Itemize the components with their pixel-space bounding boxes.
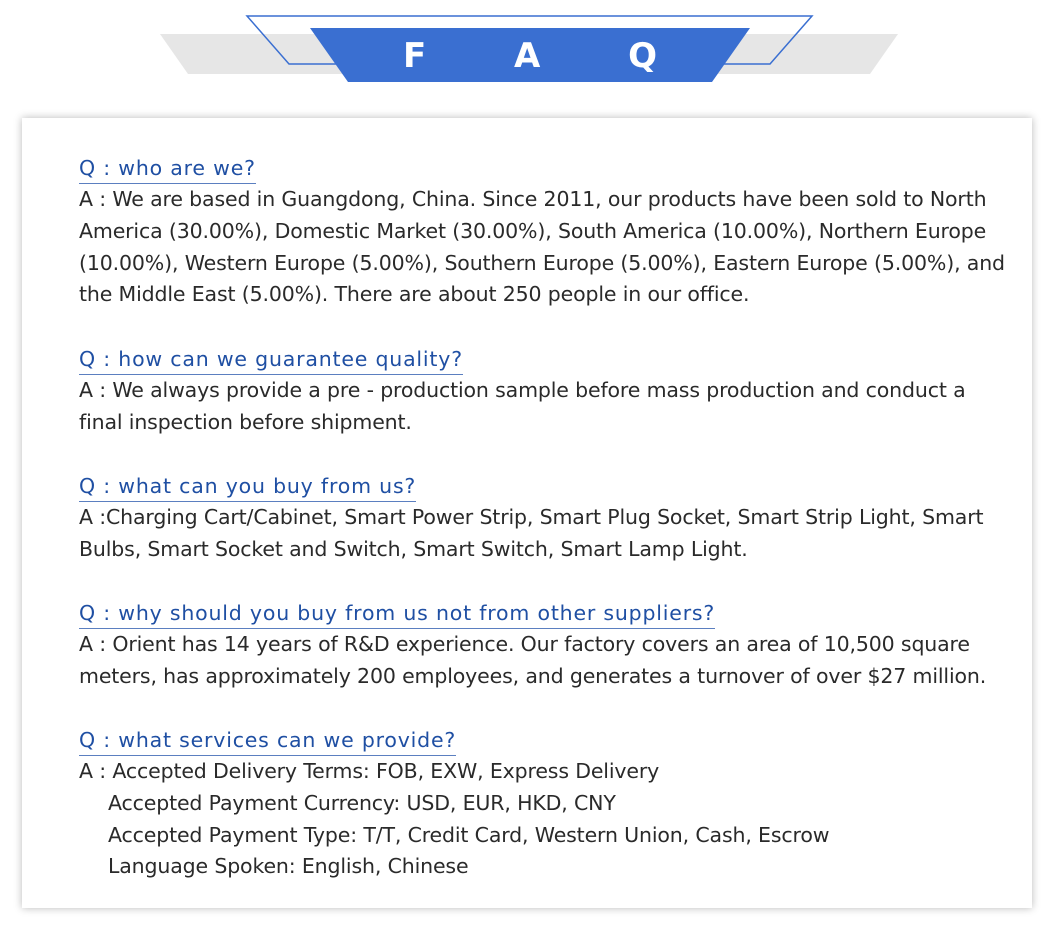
faq-answer: A :Charging Cart/Cabinet, Smart Power Strip, Smart Plug Socket, Smart Strip Light, Smart Bulbs, Smart Socket and Switch, Smart Switch, Smart Lamp Light. <box>79 505 990 561</box>
faq-item <box>79 154 1012 311</box>
faq-header-banner <box>0 0 1059 100</box>
faq-item <box>79 345 1009 439</box>
faq-question: Q : what can you buy from us? <box>79 472 416 502</box>
faq-item <box>79 472 1009 566</box>
faq-question: Q : why should you buy from us not from other suppliers? <box>79 599 715 629</box>
faq-question: Q : what services can we provide? <box>79 726 456 756</box>
page-title: F A Q <box>402 36 696 76</box>
faq-answer: A : We are based in Guangdong, China. Since 2011, our products have been sold to North America (30.00%), Domestic Market (30.00%), South America (10.00%), Northern Europe (10.00%), Western Europe (5.00%), Southern Europe (5.00%), Eastern Europe (5.00%), and the Middle East (5.00%). There are about 250 people in our office. <box>79 187 1012 307</box>
faq-item <box>79 599 1009 693</box>
faq-answer-line: Accepted Payment Type: T/T, Credit Card, Western Union, Cash, Escrow <box>108 822 830 847</box>
faq-answer: A : Orient has 14 years of R&D experience. Our factory covers an area of 10,500 square meters, has approximately 200 employees, and generates a turnover of over $27 million. <box>79 632 987 688</box>
faq-question: Q : who are we? <box>79 154 256 184</box>
faq-answer-line: Language Spoken: English, Chinese <box>108 854 469 879</box>
faq-answer: A : We always provide a pre - production sample before mass production and conduct a final inspection before shipment. <box>79 378 972 434</box>
faq-answer-line: Accepted Payment Currency: USD, EUR, HKD, CNY <box>108 790 616 815</box>
faq-question: Q : how can we guarantee quality? <box>79 345 463 375</box>
faq-item <box>79 726 1009 883</box>
faq-card <box>22 118 1032 908</box>
faq-answer-line: A : Accepted Delivery Terms: FOB, EXW, Express Delivery <box>79 759 660 783</box>
